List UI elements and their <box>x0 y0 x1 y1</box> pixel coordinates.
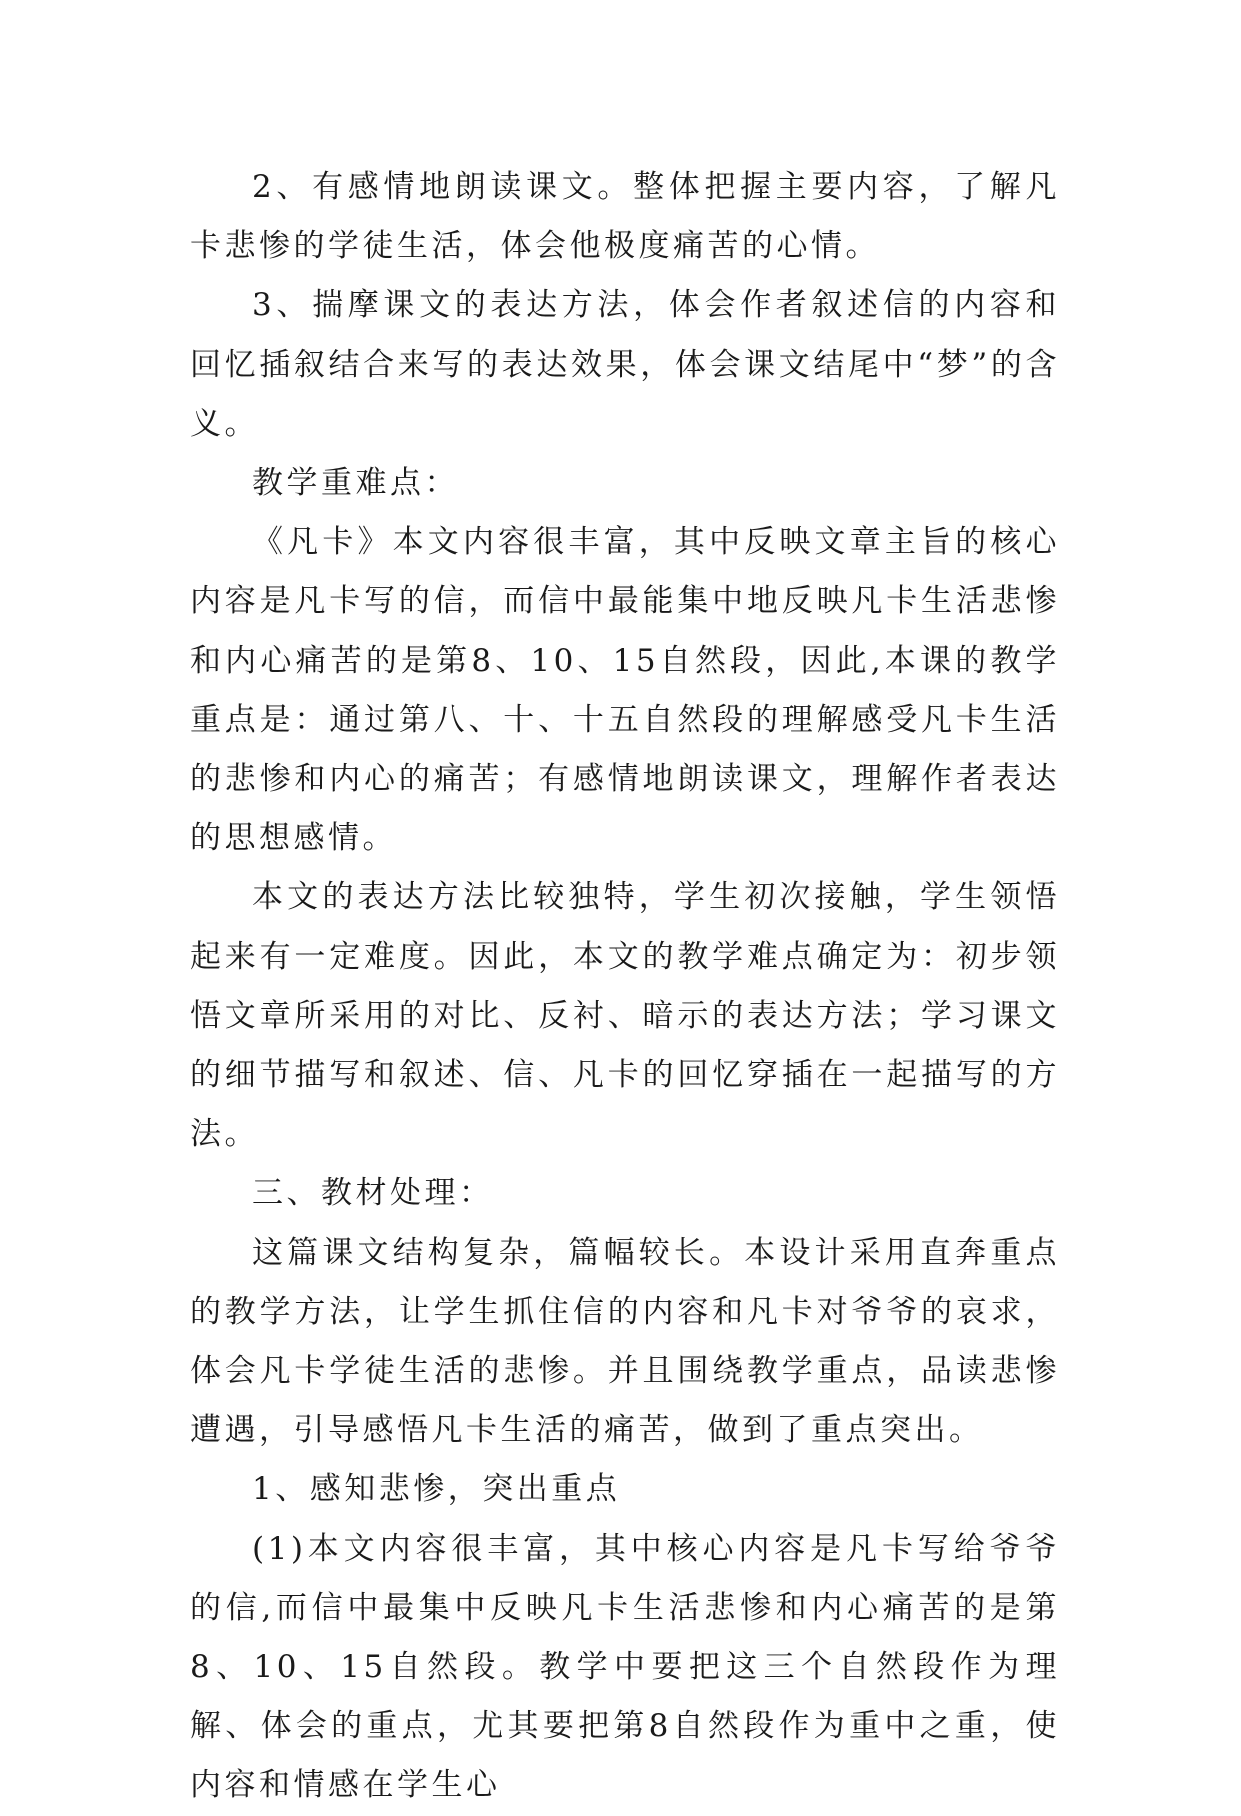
paragraph-objective-2: 2、有感情地朗读课文。整体把握主要内容，了解凡卡悲惨的学徒生活，体会他极度痛苦的心情。 <box>190 169 1060 265</box>
paragraph-material-handling: 这篇课文结构复杂，篇幅较长。本设计采用直奔重点的教学方法，让学生抓住信的内容和凡卡对爷爷的哀求，体会凡卡学徒生活的悲惨。并且围绕教学重点，品读悲惨遭遇，引导感悟凡卡生活的痛苦，做到了重点突出。 <box>190 1234 1060 1449</box>
paragraph-key-points: 《凡卡》本文内容很丰富，其中反映文章主旨的核心内容是凡卡写的信，而信中最能集中地反映凡卡生活悲惨和内心痛苦的是第8、10、15自然段，因此,本课的教学重点是：通过第八、十、十五自然段的理解感受凡卡生活的悲惨和内心的痛苦；有感情地朗读课文，理解作者表达的思想感情。 <box>190 524 1060 857</box>
heading-step-1: 1、感知悲惨，突出重点 <box>252 1471 621 1508</box>
paragraph-objective-3: 3、揣摩课文的表达方法，体会作者叙述信的内容和回忆插叙结合来写的表达效果，体会课文结尾中“梦”的含义。 <box>190 287 1060 442</box>
paragraph-step-1-detail: (1)本文内容很丰富，其中核心内容是凡卡写给爷爷的信,而信中最集中反映凡卡生活悲惨和内心痛苦的是第8、10、15自然段。教学中要把这三个自然段作为理解、体会的重点，尤其要把第8自然段作为重中之重，使内容和情感在学生心 <box>190 1530 1060 1804</box>
heading-material-handling: 三、教材处理： <box>252 1175 494 1212</box>
heading-key-difficult-points: 教学重难点： <box>252 465 459 502</box>
paragraph-difficult-points: 本文的表达方法比较独特，学生初次接触，学生领悟起来有一定难度。因此，本文的教学难点确定为：初步领悟文章所采用的对比、反衬、暗示的表达方法；学习课文的细节描写和叙述、信、凡卡的回忆穿插在一起描写的方法。 <box>190 879 1060 1153</box>
document-body <box>190 158 1060 1816</box>
